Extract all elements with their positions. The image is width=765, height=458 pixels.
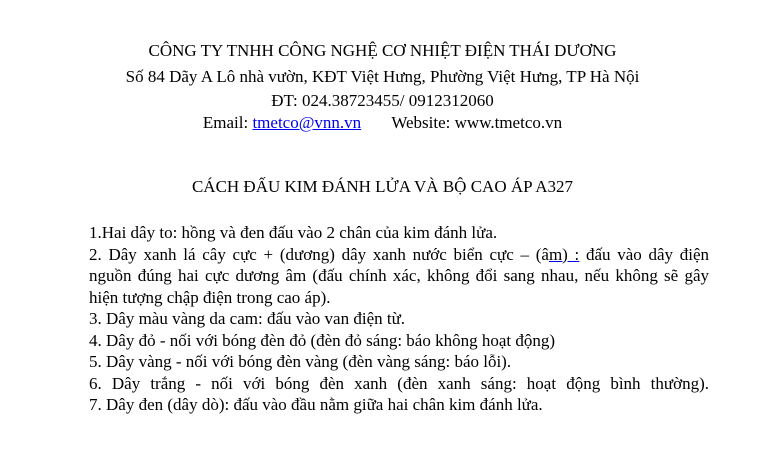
letterhead — [0, 38, 765, 134]
document-title: CÁCH ĐẤU KIM ĐÁNH LỬA VÀ BỘ CAO ÁP A327 — [191, 177, 574, 196]
instruction-item-4: 4. Dây đỏ - nối với bóng đèn đỏ (đèn đỏ sáng: báo không hoạt động) — [89, 330, 556, 350]
instruction-item-2-end: đấu vào dây điện nguồn đúng hai cực dương âm (đấu chính xác, không đổi sang nhau, nếu không sẽ gây hiện tượng chập điện trong cao áp). — [89, 244, 710, 307]
company-name: CÔNG TY TNHH CÔNG NGHỆ CƠ NHIỆT ĐIỆN THÁI DƯƠNG — [148, 41, 617, 60]
email-label: Email: — [202, 113, 249, 132]
company-phone: ĐT: 024.38723455/ 0912312060 — [271, 91, 494, 110]
instruction-item-2-underlined: m) : — [548, 244, 580, 264]
instruction-item-3: 3. Dây màu vàng da cam: đấu vào van điện từ. — [89, 309, 406, 328]
instruction-item-1: 1.Hai dây to: hồng và đen đấu vào 2 chân của kim đánh lửa. — [89, 223, 498, 242]
email-link[interactable]: tmetco@vnn.vn — [252, 113, 362, 132]
instruction-item-7: 7. Dây đen (dây dò): đấu vào đầu nằm giữa hai chân kim đánh lửa. — [89, 395, 543, 414]
instruction-item-2 — [89, 244, 709, 309]
website-text: Website: www.tmetco.vn — [391, 113, 563, 132]
instruction-item-2-start: 2. Dây xanh lá cây cực + (dương) dây xanh nước biển cực – (â — [89, 244, 549, 264]
instruction-item-6: 6. Dây trắng - nối với bóng đèn xanh (đèn xanh sáng: hoạt động bình thường). — [89, 373, 709, 393]
company-address: Số 84 Dãy A Lô nhà vườn, KĐT Việt Hưng, Phường Việt Hưng, TP Hà Nội — [125, 67, 640, 86]
instruction-list — [89, 222, 709, 416]
contact-line — [0, 112, 765, 134]
instruction-item-5: 5. Dây vàng - nối với bóng đèn vàng (đèn vàng sáng: báo lỗi). — [89, 352, 512, 371]
